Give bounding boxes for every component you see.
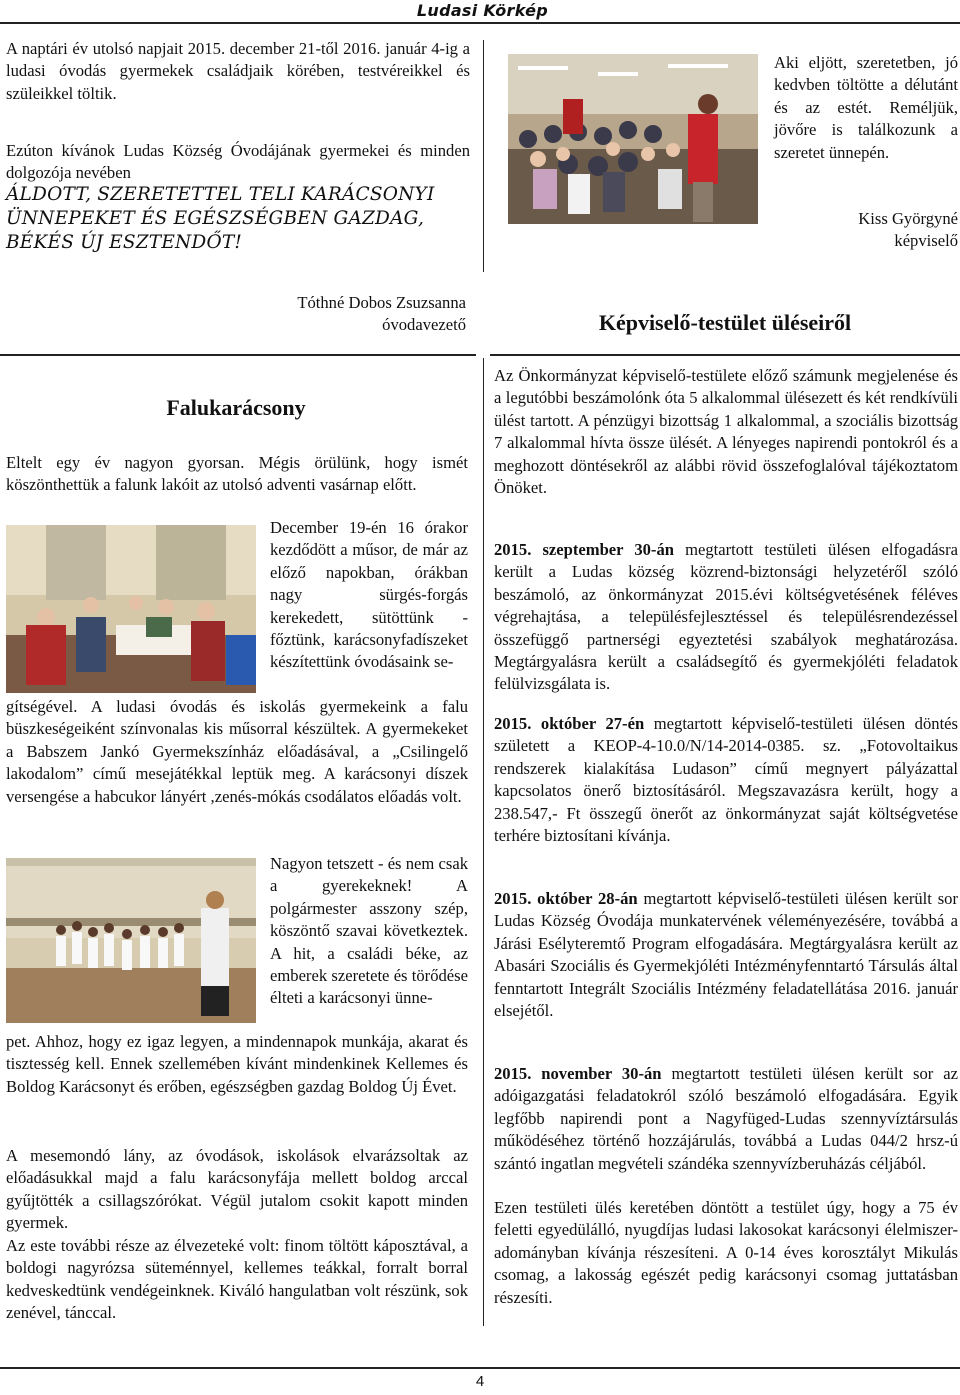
council-item-4-text: megtartott testületi ülésen került sor az adóigazgatási feladatokról szóló beszámoló elfogadására. Egyik legfőbb napirendi pont a Nagyfüged-Ludas szennyvíztársulás működéséhez történő hozzájárulás, továbbá a Ludas 044/2 hrsz-ú szántó ingatlan megvételi szándéka szennyvízberuházás céljából. [494, 1064, 958, 1173]
council-item-3 [494, 888, 958, 1022]
council-closing: Ezen testületi ülés keretében döntött a testület úgy, hogy a 75 év feletti egyedülálló, nyugdíjas ludasi lakosokat karácsonyi élelmiszer-adományban kívánja részesíteni. A 0-14 éves korosztályt Mikulás csomag, a lakosság egészét pedig karácsonyi csomag juttatásban részesíti. [494, 1198, 958, 1307]
council-section-title: Képviselő-testület üléseiről [598, 310, 852, 335]
christmas-greeting: ÁLDOTT, SZERETETTEL TELI KARÁCSONYI ÜNNEPEKET ÉS EGÉSZSÉGBEN GAZDAG, BÉKÉS ÚJ ESZTENDŐT! [6, 184, 435, 253]
representative-name: Kiss Györgyné [858, 209, 958, 228]
audience-photo [508, 54, 758, 224]
event-closing-text: Aki eljött, szeretetben, jó kedvben töltötte a délutánt és az estét. Reméljük, jövőre is találkozunk a szeretet ünnepén. [774, 53, 958, 162]
village-christmas-title: Falukarácsony [166, 395, 306, 420]
mayor-speech-side: Nagyon tetszett - és nem csak a gyerekeknek! A polgármester asszony szép, köszöntő szavai következtek. A hit, a családi béke, az emberek szeretete és törődése élteti a karácsonyi ünne- [270, 854, 468, 1008]
column-divider-bottom [483, 358, 484, 1326]
page-number: 4 [475, 1373, 485, 1390]
council-item-4 [494, 1063, 958, 1175]
footer-rule [0, 1367, 960, 1369]
kindergarten-notice: A naptári év utolsó napjait 2015. december 21-től 2016. január 4-ig a ludasi óvodás gyermekek családjaik körében, testvéreikkel és szüleikkel töltik. [6, 39, 470, 103]
representative-role: képviselő [894, 231, 958, 250]
council-item-2-date: 2015. október 27-én [494, 714, 645, 733]
council-item-2-text: megtartott képviselő-testületi ülésen döntés született a KEOP-4-10.0/N/14-2014-0385. sz. „Fotovoltaikus rendszerek kialakítása Ludason” című megnyert pályázattal kapcsolatos önerő biztosításáról. Megszavazásra került, hogy a 238.547,- Ft összegű önerőt az önkormányzat saját költségvetése terhére biztosítani kívánja. [494, 714, 958, 846]
storyteller-paragraph: A mesemondó lány, az óvodások, iskolások elvarázsoltak az előadásukkal majd a falu karácsonyfája mellett boldog arccal gyűjtötték a csillagszórókat. Végül jutalom csokit kapott minden gyermek. [6, 1146, 468, 1233]
signature-name: Tóthné Dobos Zsuzsanna [297, 293, 466, 312]
wish-text: Ezúton kívánok Ludas Község Óvodájának gyermekei és minden dolgozója nevében [6, 141, 470, 183]
section-rule-right [490, 354, 960, 356]
column-divider-top [483, 40, 484, 272]
council-item-1-text: megtartott testületi ülésen elfogadásra került a Ludas község közrend-biztonsági helyzetéről szóló beszámoló, az önkormányzat 2015.évi költségvetésének féléves végrehajtása, a településfejlesztéssel és településrendezéssel összefüggő partnerségi egyeztetési szabályok meghatározása. Megtárgyalásra került a családsegítő és gyermekjóléti feladatok felülvizsgálata is. [494, 540, 958, 694]
evening-paragraph: Az este további része az élvezeteké volt: finom töltött káposztával, a boldogi nagyrózsa süteménnyel, kellemes teákkal, forralt borral kedveskedtünk vendégeinknek. Kiváló hangulatban volt részünk, sok zenével, tánccal. [6, 1236, 468, 1323]
village-christmas-program-side: December 19-én 16 órakor kezdődött a műsor, de már az előző napokban, órákban nagy sürgés-forgás kerekedett, sütöttünk - főztünk, karácsonyfadíszeket készítettünk óvodásaink se- [270, 518, 468, 672]
council-intro: Az Önkormányzat képviselő-testülete előző számunk megjelenése és a legutóbbi beszámolónk óta 5 alkalommal ülésezett és két rendkívüli ülést tartott. A pénzügyi bizottság 1 alkalommal, a szociális bizottság 7 alkalommal hívta össze ülését. A lényeges napirendi pontokról és a meghozott döntésekről az alábbi rövid összefoglalóval tájékoztatom Önöket. [494, 366, 958, 498]
village-party-photo [6, 525, 256, 693]
signature-role: óvodavezető [382, 315, 466, 334]
council-item-4-date: 2015. november 30-án [494, 1064, 662, 1083]
mayor-speech: pet. Ahhoz, hogy ez igaz legyen, a mindennapok munkája, akarat és tisztesség kell. Ennek szellemében kívánt mindenkinek Kellemes és Boldog Karácsonyt és erőben, egészségben gazdag Boldog Új Évet. [6, 1032, 468, 1096]
children-performance-photo [6, 858, 256, 1023]
council-item-3-text: megtartott képviselő-testületi ülésen került sor Ludas Község Óvodája munkatervének véleményezésére, továbbá a Járási Esélyteremtő Program elfogadására. Megtárgyalásra került az Abasári Szociális és Gyermekjóléti Intézményfenntartó Társulás által fenntartott Integrált Szociális Intézmény feladatellátása 2016. január elsejétől. [494, 889, 958, 1021]
council-item-1 [494, 539, 958, 696]
council-item-2 [494, 713, 958, 847]
village-christmas-intro: Eltelt egy év nagyon gyorsan. Mégis örülünk, hogy ismét köszönthettük a falunk lakóit az utolsó adventi vasárnap előtt. [6, 453, 468, 495]
section-rule-left [0, 354, 476, 356]
council-item-1-date: 2015. szeptember 30-án [494, 540, 674, 559]
village-christmas-program: gítségével. A ludasi óvodás és iskolás gyermekeink a falu büszkeségeiként színvonalas kis műsorral készültek. A gyermekeket a Babszem Jankó Gyermekszínház előadásával, a „Csilingelő lakodalom” című mesejátékkal leptük meg. A karácsonyi díszek versengése a habcukor lányért ,zenés-mókás csodálatos előadás volt. [6, 697, 468, 806]
newspaper-name: Ludasi Körkép [416, 1, 548, 20]
council-item-3-date: 2015. október 28-án [494, 889, 638, 908]
masthead [0, 0, 960, 24]
